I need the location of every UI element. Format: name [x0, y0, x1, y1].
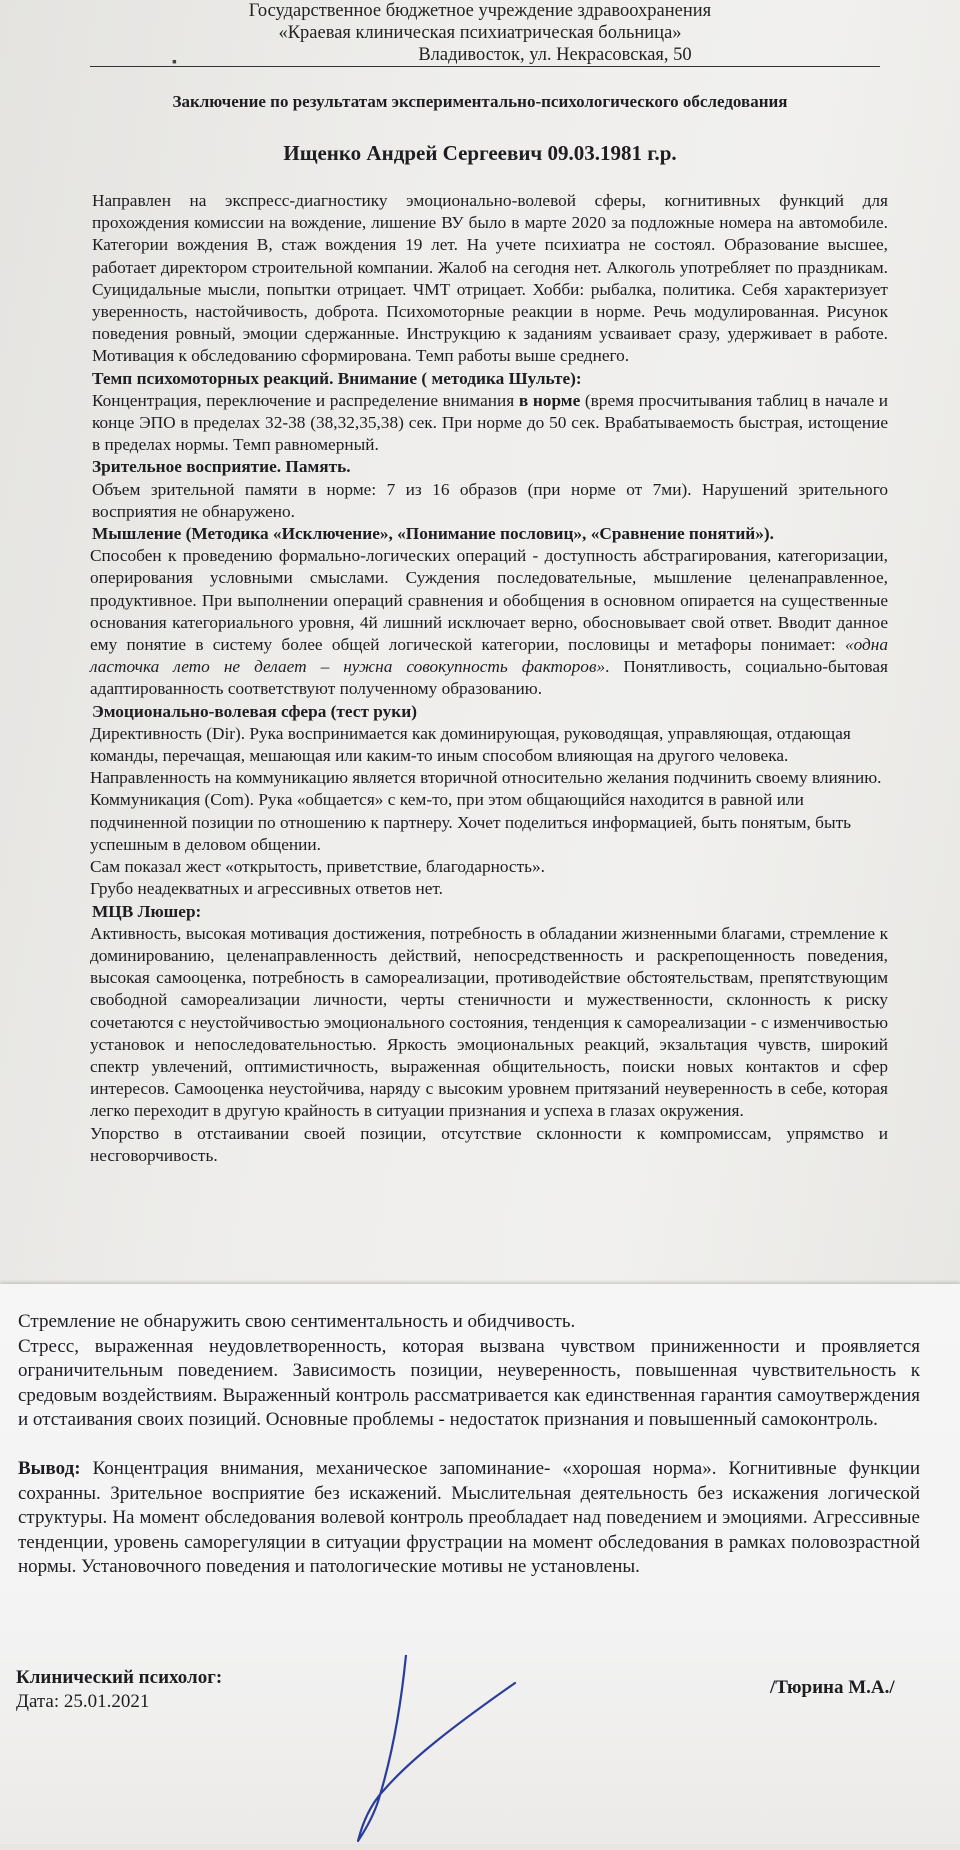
intro-paragraph: Направлен на экспресс-диагностику эмоционально-волевой сферы, когнитивных функций для прохождения комиссии на вождение, лишение ВУ было в марте 2020 за подложные номера на автомобиле. Категории вождения В, стаж вождения 19 лет. На учете психиатра не состоял. Образование высшее, работает директором строительной компании. Жалоб на сегодня нет. Алкоголь употребляет по праздникам. Суицидальные мысли, попытки отрицает. ЧМТ отрицает. Хобби: рыбалка, политика. Себя характеризует уверенность, настойчивость, доброта. Психомоторные реакции в норме. Речь модулированная. Рисунок поведения ровный, эмоции сдержанные. Инструкцию к заданиям усваивает сразу, удерживает в работе. Мотивация к обследованию сформирована. Темп работы выше среднего.: [92, 191, 888, 366]
luscher-stubborn: Упорство в отстаивании своей позиции, отсутствие склонности к компромиссам, упрямство и несговорчивость.: [90, 1123, 888, 1165]
report-body: [92, 190, 888, 1167]
report-date: Дата: 25.01.2021: [16, 1691, 150, 1712]
conclusion-text: Концентрация внимания, механическое запоминание- «хорошая норма». Когнитивные функции сохранны. Зрительное восприятие без искажений. Мыслительная деятельность без искажения логической структуры. На момент обследования волевой контроль преобладает над поведением и эмоциями. Агрессивные тенденции, уровень саморегуляции в ситуации фрустрации на момент обследования в рамках половозрастной нормы. Установочного поведения и патологические мотивы не установлены.: [18, 1457, 920, 1578]
report-continuation: [18, 1310, 920, 1580]
patient-name: Ищенко Андрей Сергеевич 09.03.1981 г.р.: [283, 141, 677, 165]
emotion-text: Директивность (Dir). Рука воспринимается как доминирующая, руководящая, управляющая, отдающая команды, перечащая, мешающая или каким-то иным способом влияющая на другого человека. Направленность на коммуникацию является вторичной относительно желания подчинить своему влиянию. Коммуникация (Com). Рука «общается» с кем-то, при этом общающийся находится в равной или подчиненной позиции по отношению к партнеру. Хочет поделиться информацией, быть понятым, быть успешным в деловом общении.: [90, 723, 882, 854]
attention-text: [92, 390, 888, 457]
org-line-2: «Краевая клиническая психиатрическая больница»: [278, 23, 682, 43]
attention-heading: Темп психомоторных реакций. Внимание ( методика Шульте):: [92, 368, 582, 388]
emotion-heading: Эмоционально-волевая сфера (тест руки): [92, 701, 417, 721]
signature-block: [16, 1666, 222, 1714]
attention-text-2: (время просчитывания таблиц в начале и конце ЭПО в пределах 32-38 (38,32,35,38) сек. При норме до 50 сек. Врабатываемость быстрая, истощение в пределах нормы. Темп равномерный.: [92, 390, 889, 455]
thinking-text-2: . Понятливость, социально-бытовая адаптированность соответствуют полученному образованию.: [90, 657, 888, 699]
attention-norm: в норме: [518, 390, 581, 410]
org-line-1: Государственное бюджетное учреждение здравоохранения: [248, 1, 712, 21]
emotion-gesture: Сам показал жест «открытость, приветствие, благодарность».: [90, 857, 545, 877]
attention-text-1: Концентрация, переключение и распределение внимания: [92, 390, 519, 410]
conclusion-paragraph: [18, 1457, 920, 1580]
psychologist-role: Клинический психолог:: [16, 1667, 223, 1688]
memory-heading: Зрительное восприятие. Память.: [92, 457, 351, 477]
header-divider: [90, 66, 880, 67]
emotion-no-aggression: Грубо неадекватных и агрессивных ответов нет.: [90, 879, 443, 899]
org-address: Владивосток, ул. Некрасовская, 50: [418, 45, 692, 65]
document-title: Заключение по результатам экспериментально-психологического обследования: [172, 92, 788, 111]
memory-text: Объем зрительной памяти в норме: 7 из 16 образов (при норме от 7ми). Нарушений зрительного восприятия не обнаружено.: [92, 479, 888, 521]
sentiment-text: Стремление не обнаружить свою сентиментальность и обидчивость.: [18, 1311, 576, 1332]
thinking-heading: Мышление (Методика «Исключение», «Понимание пословиц», «Сравнение понятий»).: [92, 524, 774, 544]
signature-scribble: [340, 1655, 540, 1845]
psychologist-name: /Тюрина М.А./: [770, 1677, 895, 1698]
conclusion-label: Вывод:: [18, 1457, 81, 1479]
letterhead: [200, 0, 760, 66]
stress-text: Стресс, выраженная неудовлетворенность, которая вызвана чувством приниженности и проявляется ограничительным поведением. Зависимость позиции, неуверенность, повышенная чувствительность к средовым воздействиям. Выраженный контроль рассматривается как единственная гарантия самоутверждения и отстаивания своих позиций. Основные проблемы - недостаток признания и повышенный самоконтроль.: [18, 1335, 920, 1431]
spacer: [18, 1433, 920, 1457]
thinking-text-1: Способен к проведению формально-логических операций - доступность абстрагирования, категоризации, оперирования условными смыслами. Суждения последовательные, мышление целенаправленное, продуктивное. При выполнении операций сравнения и обобщения в основном опирается на существенные основания категориального уровня, 4й лишний исключает верно, обосновывает свой ответ. Вводит данное ему понятие в систему более общей логической категории, пословицы и метафоры понимает:: [90, 546, 888, 655]
luscher-text: Активность, высокая мотивация достижения, потребность в обладании жизненными благами, стремление к доминированию, целенаправленность действий, непосредственность и раскрепощенность поведения, высокая самооценка, потребность в самореализации, противодействие обстоятельствам, препятствующим свободной самореализации личности, черты стеничности и мужественности, склонность к риску сочетаются с неустойчивостью эмоционального состояния, тенденция к самореализации - с изменчивостью установок и непоследовательностью. Яркость эмоциональных реакций, экзальтация чувств, широкий спектр увлечений, оптимистичность, выраженная общительность, поиски новых контактов и сфер интересов. Самооценка неустойчива, наряду с высоким уровнем притязаний неуверенность в себе, которая легко переходит в другую крайность в ситуации признания и успеха в глазах окружения.: [90, 923, 888, 1121]
luscher-heading: МЦВ Люшер:: [92, 901, 202, 921]
thinking-text: [90, 545, 888, 700]
handwritten-signature: [340, 1655, 540, 1850]
proverb-quote: «одна ласточка лето не делает – нужна совокупность факторов»: [90, 635, 888, 677]
margin-mark: ▪: [172, 55, 177, 70]
